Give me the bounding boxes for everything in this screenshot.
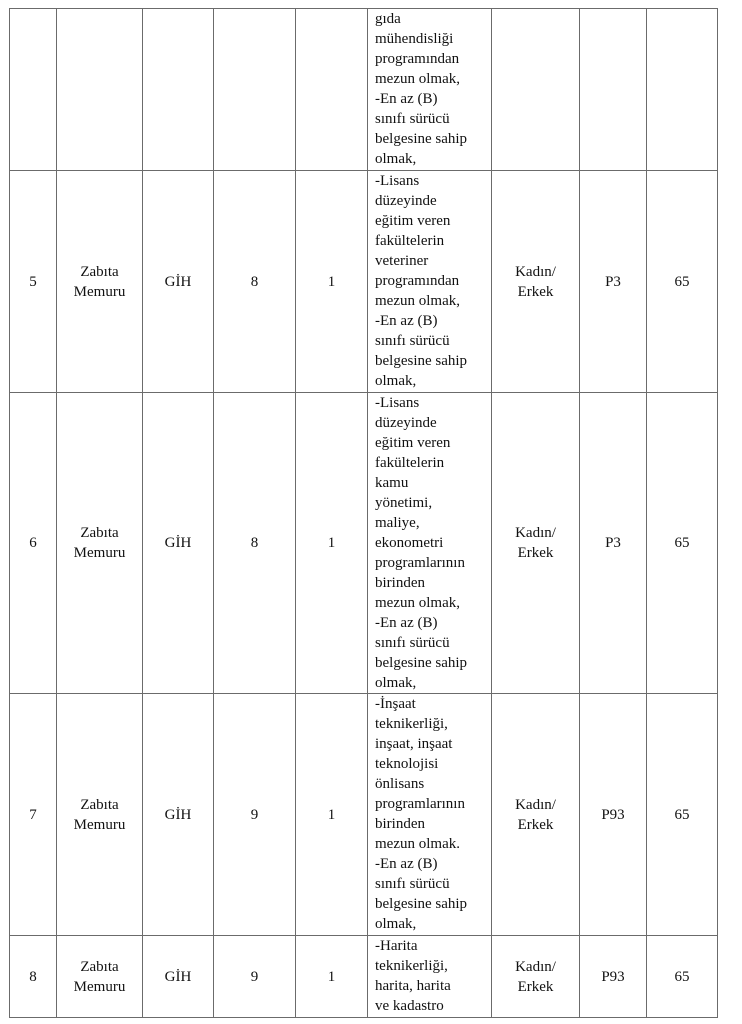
requirement-line: -En az (B) (375, 313, 438, 329)
position-count: 1 (296, 936, 368, 1018)
gender (492, 694, 580, 936)
position-title-line: Memuru (73, 978, 126, 995)
requirement-line: programlarının (375, 555, 465, 571)
requirement-line: birinden (375, 575, 425, 591)
requirement-line: belgesine sahip (375, 655, 468, 671)
requirement-line: belgesine sahip (375, 131, 468, 147)
requirements-cell (368, 694, 492, 936)
score-type: P3 (580, 393, 647, 694)
row-number (10, 9, 57, 171)
row-number: 6 (10, 393, 57, 694)
requirement-line: programından (375, 51, 460, 67)
degree: 9 (214, 936, 296, 1018)
requirement-line: mühendisliği (375, 31, 454, 47)
requirement-line: -Harita (375, 938, 418, 954)
table-row (10, 9, 718, 171)
requirement-line: teknolojisi (375, 756, 439, 772)
requirement-line: olmak, (375, 373, 417, 389)
positions-table (9, 8, 718, 1018)
requirement-line: inşaat, inşaat (375, 736, 453, 752)
gender-line: Erkek (517, 283, 554, 300)
requirement-line: olmak, (375, 151, 417, 167)
degree: 8 (214, 393, 296, 694)
requirement-line: teknikerliği, (375, 716, 448, 732)
requirement-line: ekonometri (375, 535, 444, 551)
requirements-cell (368, 393, 492, 694)
requirement-line: programından (375, 273, 460, 289)
position-count: 1 (296, 393, 368, 694)
min-score: 65 (647, 393, 718, 694)
degree: 9 (214, 694, 296, 936)
requirement-line: veteriner (375, 253, 429, 269)
score-type (580, 9, 647, 171)
requirements-cell (368, 171, 492, 393)
requirement-line: önlisans (375, 776, 425, 792)
requirement-line: eğitim veren (375, 213, 451, 229)
position-count: 1 (296, 171, 368, 393)
score-type: P93 (580, 694, 647, 936)
gender (492, 393, 580, 694)
table-row (10, 694, 718, 936)
requirement-line: -En az (B) (375, 91, 438, 107)
gender-line: Kadın/ (515, 525, 556, 541)
requirement-line: harita, harita (375, 978, 451, 994)
requirement-line: mezun olmak, (375, 293, 460, 309)
min-score (647, 9, 718, 171)
requirements-cell (368, 936, 492, 1018)
position-title (57, 9, 143, 171)
table-row (10, 171, 718, 393)
degree (214, 9, 296, 171)
requirement-line: mezun olmak. (375, 836, 460, 852)
gender-line: Kadın/ (515, 796, 556, 813)
position-count (296, 9, 368, 171)
requirement-line: düzeyinde (375, 415, 437, 431)
gender-line: Erkek (517, 816, 554, 833)
table-row (10, 393, 718, 694)
requirement-line: olmak, (375, 916, 417, 932)
requirement-line: sınıfı sürücü (375, 111, 450, 127)
requirement-line: mezun olmak, (375, 71, 460, 87)
requirement-line: ve kadastro (375, 998, 444, 1014)
requirement-line: -En az (B) (375, 856, 438, 872)
requirement-line: belgesine sahip (375, 353, 468, 369)
min-score: 65 (647, 936, 718, 1018)
position-title (57, 694, 143, 936)
requirement-line: düzeyinde (375, 193, 437, 209)
gender-line: Erkek (517, 978, 554, 995)
position-title-line: Zabıta (80, 796, 119, 813)
requirement-line: -İnşaat (375, 696, 416, 712)
requirement-line: sınıfı sürücü (375, 635, 450, 651)
class-code: GİH (143, 171, 214, 393)
requirement-line: -Lisans (375, 395, 420, 411)
class-code: GİH (143, 393, 214, 694)
requirement-line: mezun olmak, (375, 595, 460, 611)
requirement-line: fakültelerin (375, 233, 445, 249)
position-title (57, 171, 143, 393)
table-row (10, 936, 718, 1018)
gender-line: Kadın/ (515, 958, 556, 975)
requirement-line: kamu (375, 475, 409, 491)
class-code: GİH (143, 936, 214, 1018)
requirement-line: olmak, (375, 675, 417, 691)
requirement-line: teknikerliği, (375, 958, 448, 974)
position-title (57, 936, 143, 1018)
score-type: P3 (580, 171, 647, 393)
row-number: 8 (10, 936, 57, 1018)
position-count: 1 (296, 694, 368, 936)
requirement-line: eğitim veren (375, 435, 451, 451)
gender (492, 9, 580, 171)
requirement-line: -En az (B) (375, 615, 438, 631)
class-code (143, 9, 214, 171)
position-title-line: Memuru (73, 545, 126, 561)
requirement-line: yönetimi, (375, 495, 433, 511)
requirement-line: birinden (375, 816, 425, 832)
position-title-line: Zabıta (80, 525, 119, 541)
gender-line: Erkek (517, 545, 554, 561)
gender (492, 171, 580, 393)
position-title-line: Zabıta (80, 263, 119, 280)
position-title-line: Zabıta (80, 958, 119, 975)
requirement-line: maliye, (375, 515, 420, 531)
position-title-line: Memuru (73, 283, 126, 300)
requirement-line: belgesine sahip (375, 896, 468, 912)
position-title (57, 393, 143, 694)
requirement-line: fakültelerin (375, 455, 445, 471)
gender (492, 936, 580, 1018)
gender-line: Kadın/ (515, 263, 556, 280)
requirement-line: sınıfı sürücü (375, 876, 450, 892)
requirement-line: -Lisans (375, 173, 420, 189)
requirements-cell (368, 9, 492, 171)
requirement-line: programlarının (375, 796, 465, 812)
requirement-line: gıda (375, 11, 401, 27)
class-code: GİH (143, 694, 214, 936)
degree: 8 (214, 171, 296, 393)
requirement-line: sınıfı sürücü (375, 333, 450, 349)
min-score: 65 (647, 171, 718, 393)
row-number: 5 (10, 171, 57, 393)
min-score: 65 (647, 694, 718, 936)
position-title-line: Memuru (73, 816, 126, 833)
row-number: 7 (10, 694, 57, 936)
score-type: P93 (580, 936, 647, 1018)
